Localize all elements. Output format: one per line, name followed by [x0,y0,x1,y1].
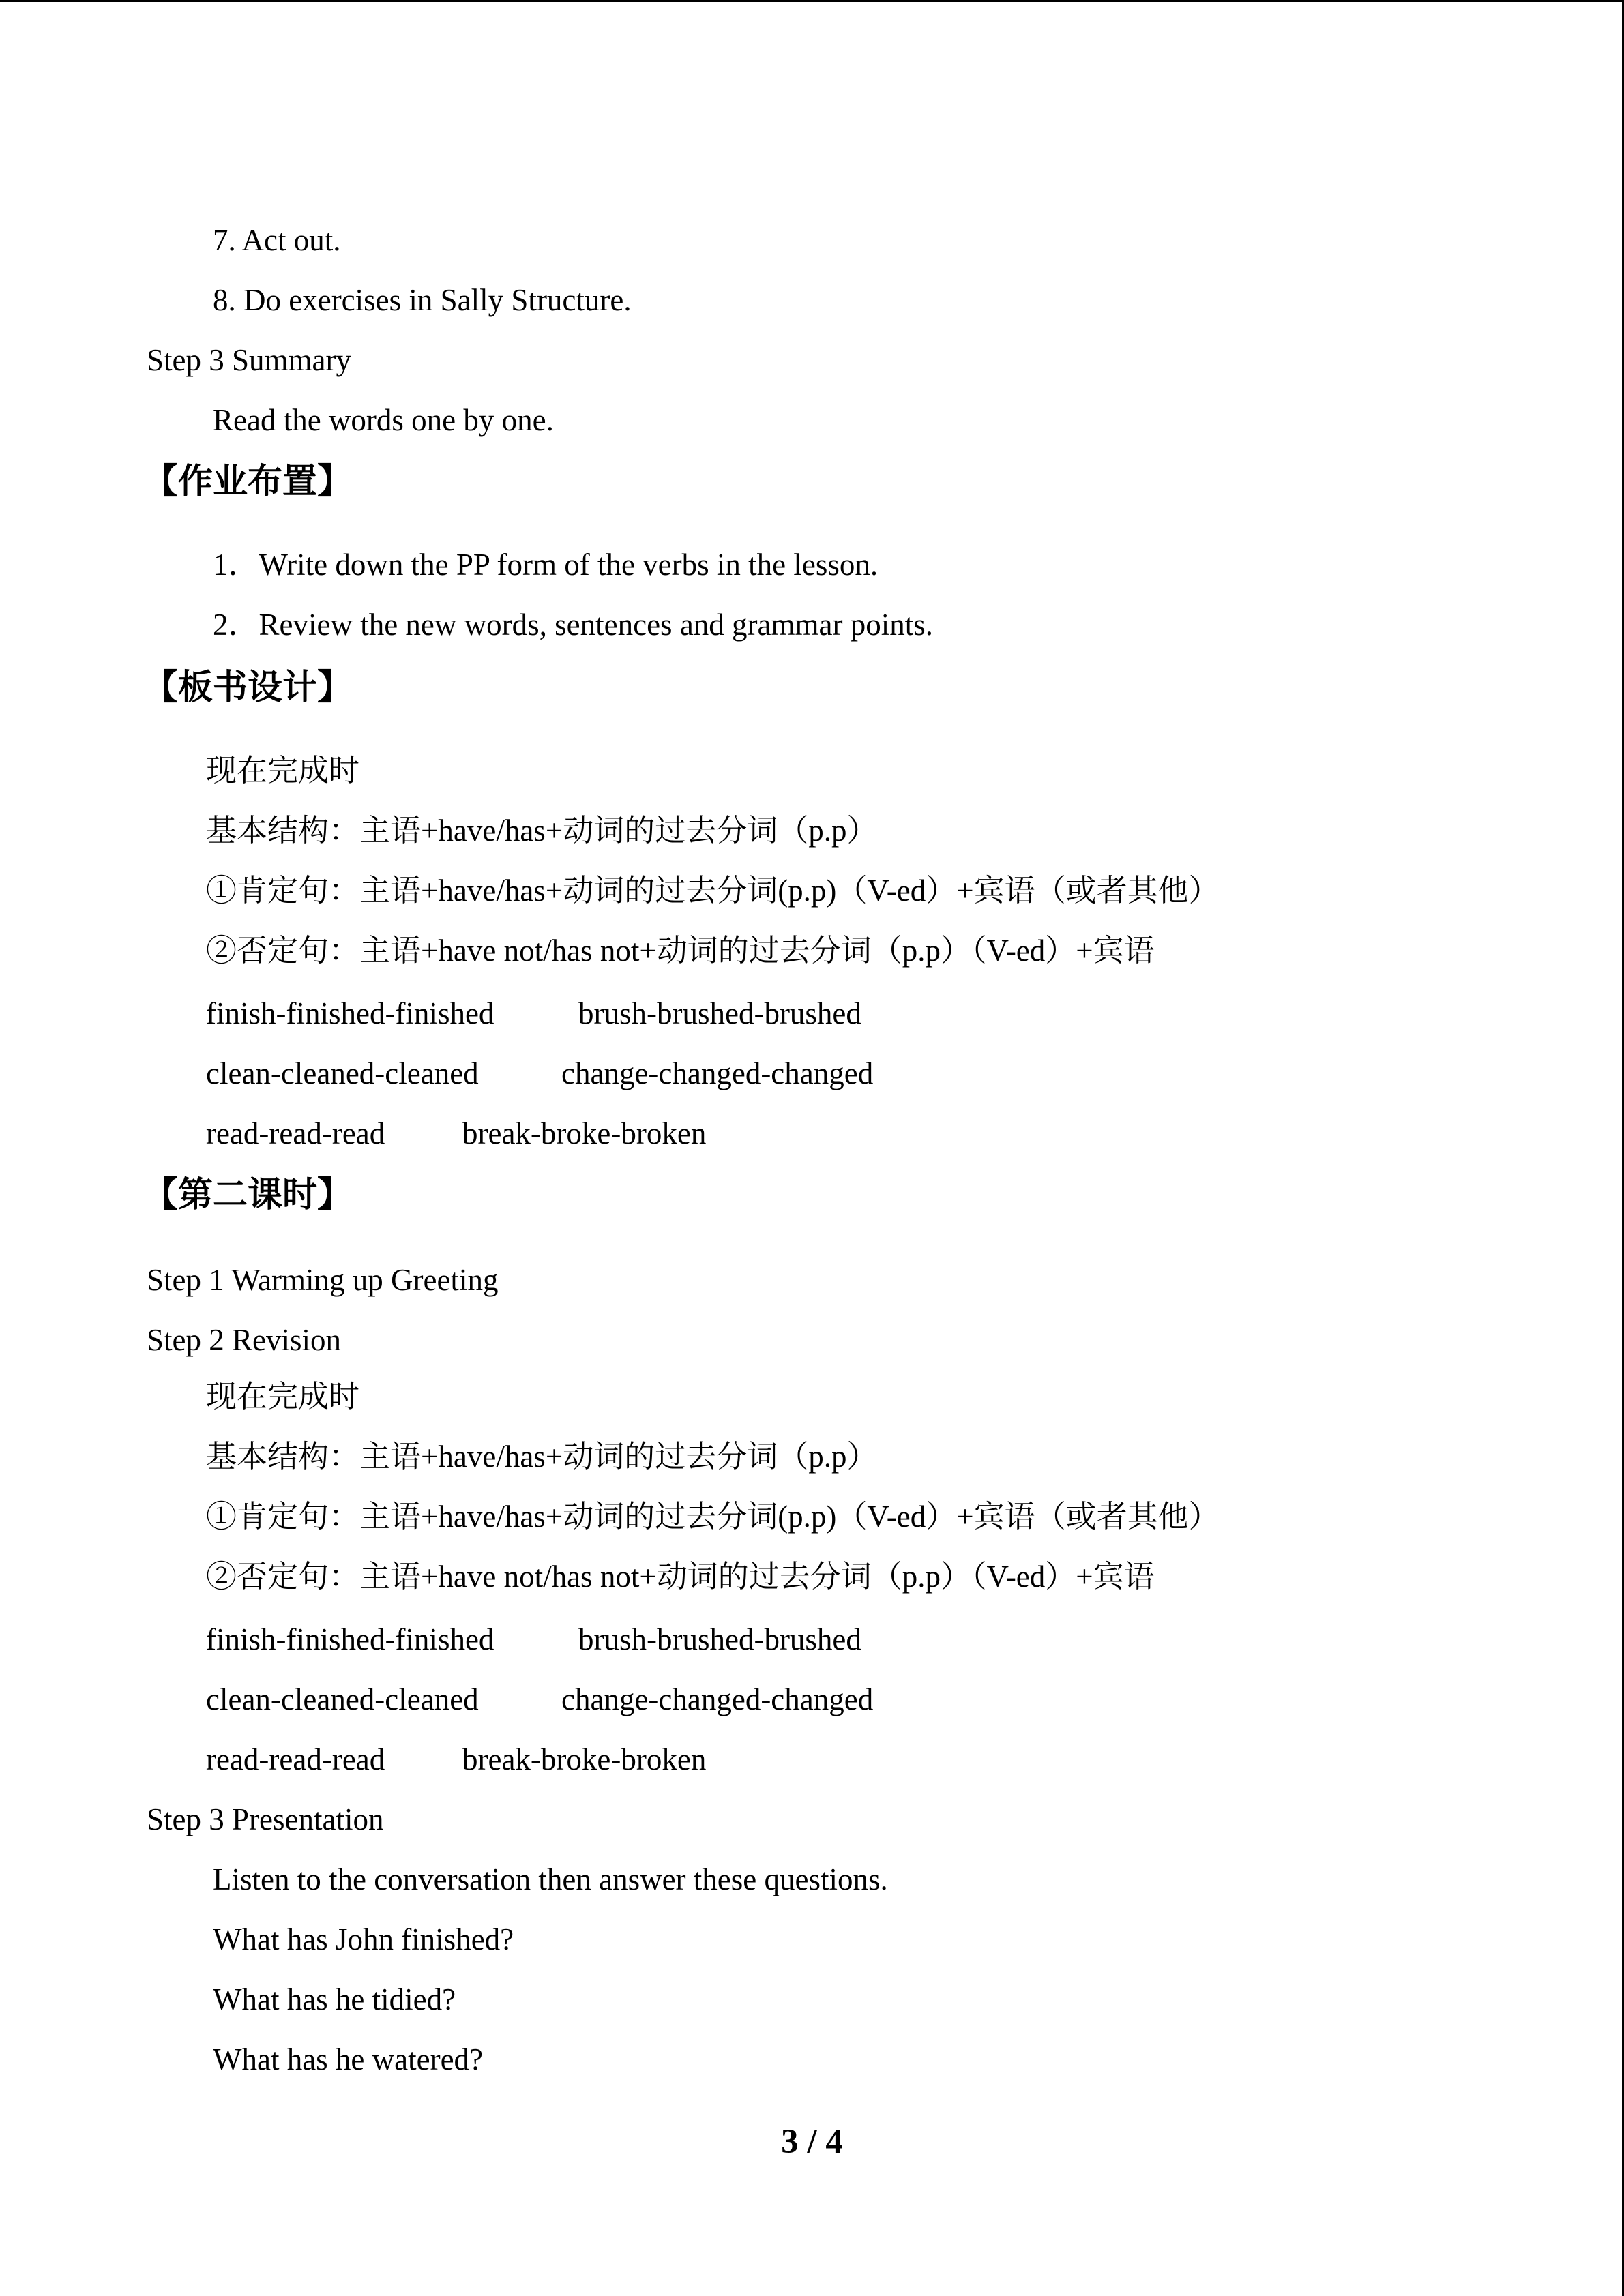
lesson-2-heading: 【第二课时】 [143,1175,353,1215]
step-item-8: 8. Do exercises in Sally Structure. [213,283,632,317]
step-3-summary-text: Read the words one by one. [213,403,554,437]
verb-form: break-broke-broken [462,1116,707,1150]
presentation-instruction: Listen to the conversation then answer these questions. [213,1862,888,1896]
verb-form: clean-cleaned-cleaned [206,1682,479,1716]
board-verb-row [206,1055,873,1092]
verb-form: brush-brushed-brushed [578,996,861,1030]
verb-form: finish-finished-finished [206,1622,494,1656]
verb-form: read-read-read [206,1742,385,1776]
step-3-summary-heading: Step 3 Summary [147,343,351,377]
lesson-2-step-2: Step 2 Revision [147,1323,342,1357]
revision-title: 现在完成时 [206,1380,360,1414]
board-structure: 基本结构：主语+have/has+动词的过去分词（p.p） [206,814,878,848]
homework-heading: 【作业布置】 [143,462,353,502]
verb-form: finish-finished-finished [206,996,494,1030]
revision-verb-row [206,1741,706,1778]
verb-form: change-changed-changed [561,1682,874,1716]
board-verb-row [206,1115,706,1152]
homework-item-2: 2．Review the new words, sentences and grammar points. [213,608,933,642]
revision-verb-row [206,1621,861,1658]
verb-form: clean-cleaned-cleaned [206,1056,479,1090]
verb-form: read-read-read [206,1116,385,1150]
step-item-7: 7. Act out. [213,223,341,257]
verb-form: brush-brushed-brushed [578,1622,861,1656]
page-number: 3 / 4 [781,2123,843,2161]
revision-negative-sentence: ②否定句：主语+have not/has not+动词的过去分词（p.p）（V-ed）+宾语 [206,1560,1155,1594]
board-design-heading: 【板书设计】 [143,668,353,708]
revision-verb-row [206,1681,873,1718]
board-positive-sentence: ①肯定句：主语+have/has+动词的过去分词(p.p)（V-ed）+宾语（或者其他） [206,874,1220,908]
verb-form: change-changed-changed [561,1056,874,1090]
verb-form: break-broke-broken [462,1742,707,1776]
revision-positive-sentence: ①肯定句：主语+have/has+动词的过去分词(p.p)（V-ed）+宾语（或者其他） [206,1500,1220,1534]
revision-structure: 基本结构：主语+have/has+动词的过去分词（p.p） [206,1440,878,1474]
board-verb-row [206,995,861,1032]
board-negative-sentence: ②否定句：主语+have not/has not+动词的过去分词（p.p）（V-ed）+宾语 [206,934,1155,968]
lesson-2-step-3: Step 3 Presentation [147,1802,384,1836]
question-2: What has he tidied? [213,1982,456,2016]
lesson-2-step-1: Step 1 Warming up Greeting [147,1263,499,1297]
question-3: What has he watered? [213,2042,484,2076]
question-1: What has John finished? [213,1922,514,1956]
homework-item-1: 1．Write down the PP form of the verbs in the lesson. [213,548,879,582]
board-title: 现在完成时 [206,754,360,788]
